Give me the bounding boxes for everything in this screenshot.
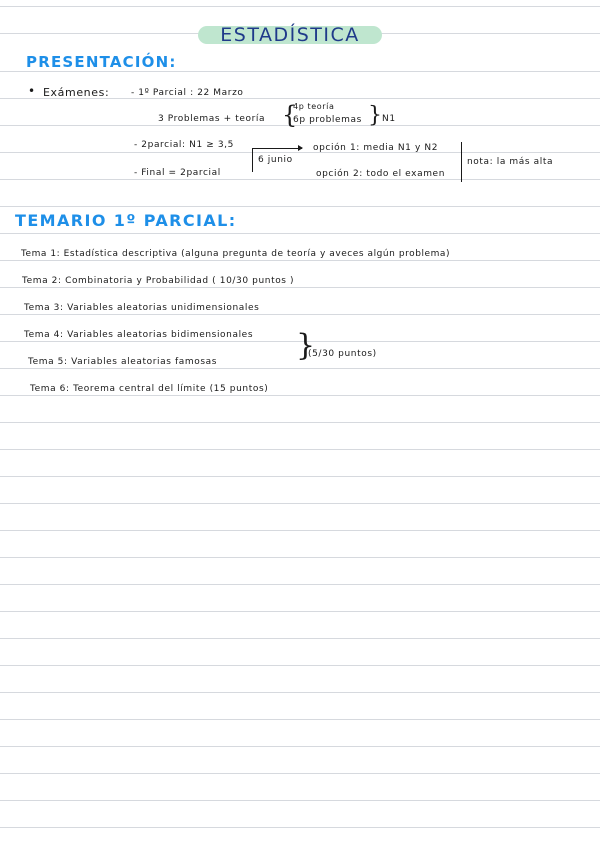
- teoria-brace: {: [282, 101, 298, 129]
- segundo-parcial: - 2parcial: N1 ≥ 3,5: [134, 140, 234, 150]
- opcion2: opción 2: todo el examen: [316, 169, 446, 179]
- final-parcial: - Final = 2parcial: [134, 168, 221, 178]
- examenes-label: Exámenes:: [43, 86, 110, 99]
- title-block: [198, 23, 382, 47]
- nota: nota: la más alta: [467, 157, 554, 167]
- n1-label: N1: [382, 114, 396, 124]
- fecha: 6 junio: [258, 155, 293, 165]
- teoria-top: 4p teoría: [293, 102, 335, 111]
- tema1: Tema 1: Estadística descriptiva (alguna pregunta de teoría y aveces algún problema): [21, 249, 451, 259]
- tema3: Tema 3: Variables aleatorias unidimensionales: [24, 303, 260, 313]
- teoria-bottom: 6p problemas: [293, 115, 362, 125]
- tema4: Tema 4: Variables aleatorias bidimensionales: [24, 330, 254, 340]
- problemas-line: 3 Problemas + teoría: [158, 114, 266, 124]
- tema5: Tema 5: Variables aleatorias famosas: [28, 357, 218, 367]
- primer-parcial: - 1º Parcial : 22 Marzo: [131, 88, 244, 98]
- tema45-puntos: (5/30 puntos): [308, 349, 377, 359]
- tema45-brace: }: [296, 328, 316, 363]
- fecha-bracket: [252, 148, 253, 172]
- opcion1: opción 1: media N1 y N2: [313, 143, 439, 153]
- page-title: ESTADÍSTICA: [220, 24, 360, 46]
- tema2: Tema 2: Combinatoria y Probabilidad ( 10/30 puntos ): [22, 276, 295, 286]
- bullet: •: [28, 84, 36, 98]
- nota-bracket: [461, 142, 462, 182]
- tema6: Tema 6: Teorema central del límite (15 puntos): [30, 384, 269, 394]
- n1-brace: }: [368, 103, 382, 128]
- fecha-arrow: [252, 148, 302, 149]
- presentacion-heading: PRESENTACIÓN:: [26, 53, 177, 71]
- temario-heading: TEMARIO 1º PARCIAL:: [15, 211, 237, 230]
